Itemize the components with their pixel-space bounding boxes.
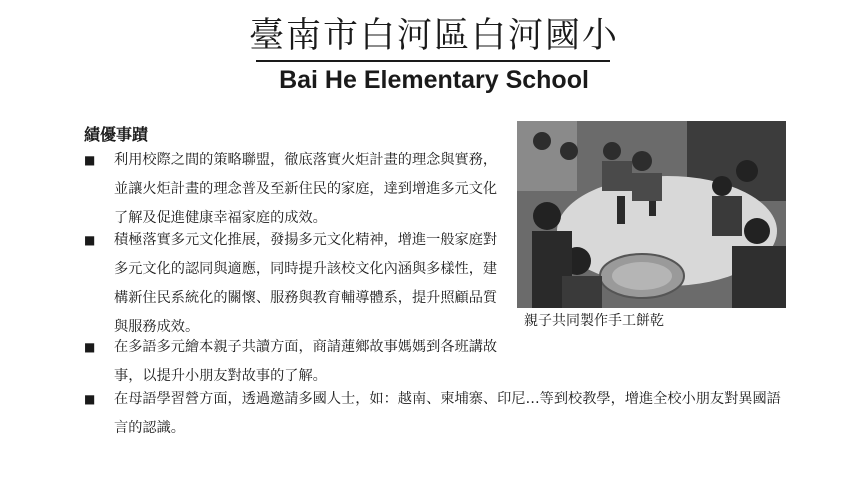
square-bullet-icon: ■ (84, 233, 96, 247)
activity-photo (517, 121, 786, 308)
photo-illustration (517, 121, 786, 308)
achievement-text: 在母語學習營方面，透過邀請多國人士，如：越南、柬埔寨、印尼…等到校教學，增進全校小朋友對異國語言的認識。 (114, 391, 781, 436)
section-heading: 績優事蹟 (84, 125, 149, 144)
page-title-zh: 臺南市白河區白河國小 (248, 16, 619, 56)
square-bullet-icon: ■ (84, 392, 96, 406)
square-bullet-icon: ■ (84, 153, 96, 167)
photo-caption: 親子共同製作手工餅乾 (524, 313, 664, 329)
page-title-en: Bai He Elementary School (279, 66, 589, 94)
title-underline (256, 60, 610, 62)
square-bullet-icon: ■ (84, 340, 96, 354)
achievement-text: 積極落實多元文化推展，發揚多元文化精神，增進一般家庭對多元文化的認同與適應，同時提升該校文化內涵與多樣性，建構新住民系統化的關懷、服務與教育輔導體系，提升照顧品質與服務成效。 (114, 232, 498, 335)
achievement-text: 利用校際之間的策略聯盟，徹底落實火炬計畫的理念與實務，並讓火炬計畫的理念普及至新住民的家庭，達到增進多元文化了解及促進健康幸福家庭的成效。 (114, 152, 498, 226)
achievement-text: 在多語多元繪本親子共讀方面，商請蓮鄉故事媽媽到各班講故事，以提升小朋友對故事的了解。 (114, 339, 498, 384)
